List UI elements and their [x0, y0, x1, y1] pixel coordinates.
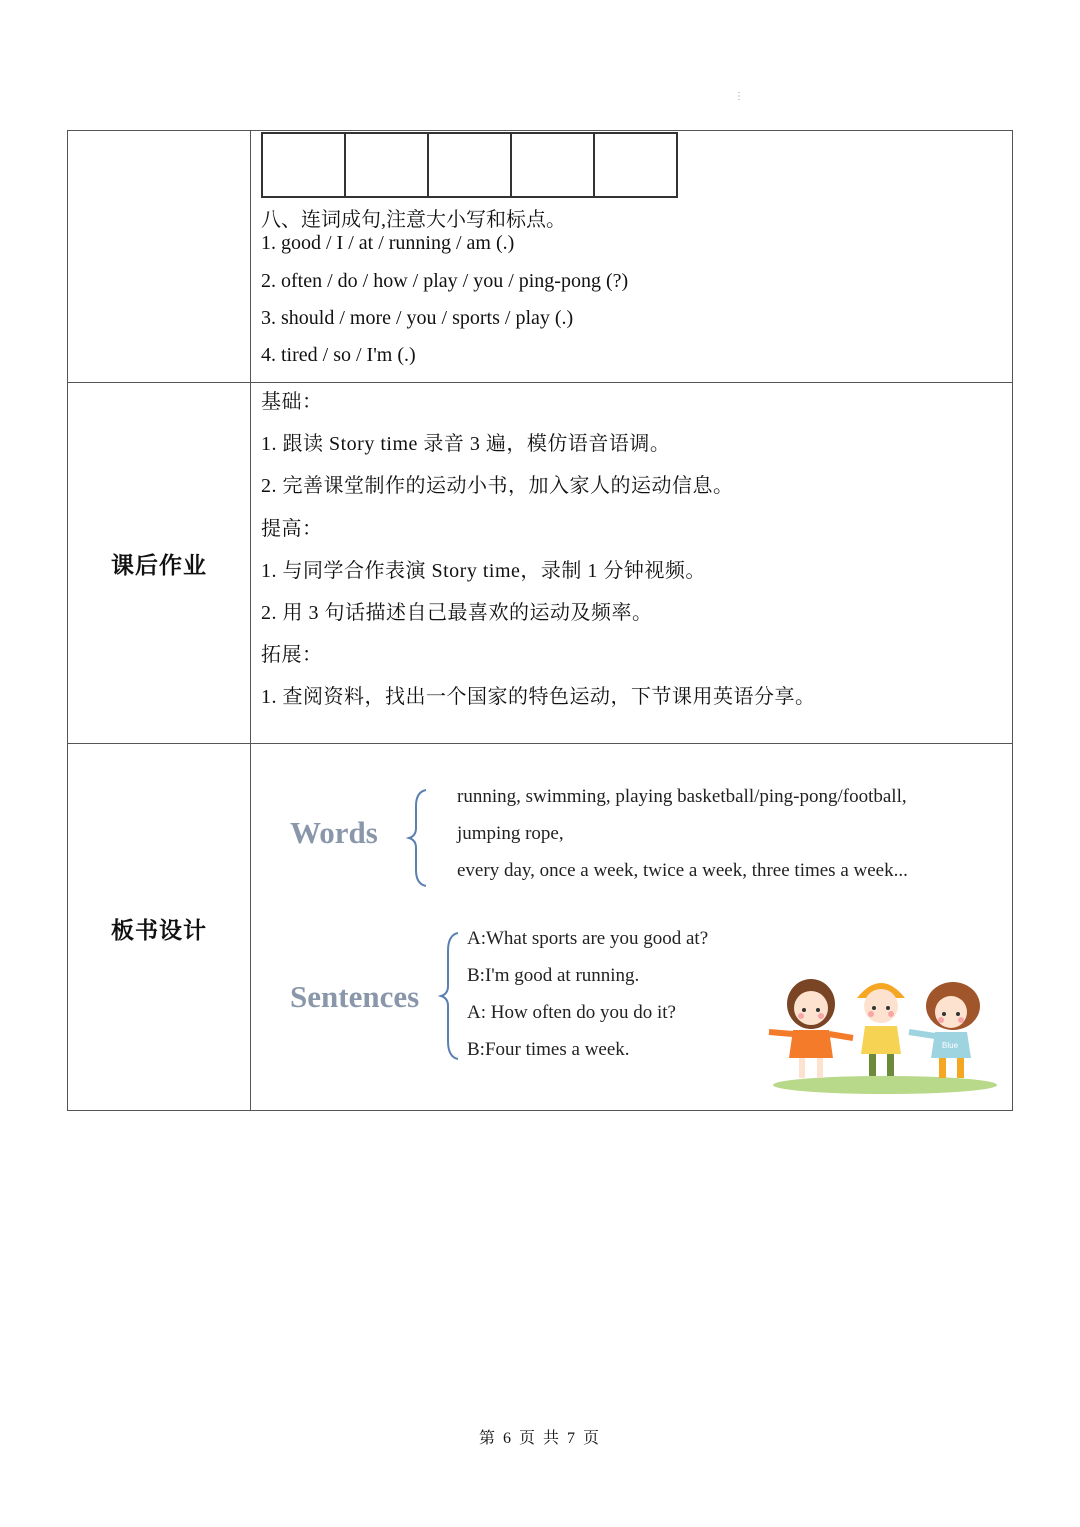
exercise-item: 4. tired / so / I'm (.)	[261, 344, 416, 366]
sentence-line: B:Four times a week.	[467, 1039, 630, 1060]
homework-line: 基础：	[261, 391, 323, 413]
answer-boxes	[261, 132, 676, 198]
homework-line: 2. 完善课堂制作的运动小书，加入家人的运动信息。	[261, 475, 734, 497]
answer-box[interactable]	[261, 132, 346, 198]
words-line: running, swimming, playing basketball/ping-pong/football,	[457, 786, 907, 807]
row-divider	[68, 743, 1012, 744]
child-left	[769, 979, 853, 1078]
page-footer: 第 6 页 共 7 页	[478, 1430, 601, 1447]
answer-box[interactable]	[510, 132, 595, 198]
homework-line: 1. 与同学合作表演 Story time，录制 1 分钟视频。	[261, 560, 706, 582]
words-title: Words	[290, 815, 378, 850]
sentences-title: Sentences	[290, 979, 420, 1014]
exercise-item: 1. good / I / at / running / am (.)	[261, 232, 515, 254]
column-divider	[250, 131, 251, 1110]
sentences-brace	[438, 931, 462, 1061]
board-design-label: 板书设计	[111, 918, 207, 944]
lesson-plan-table	[67, 130, 1013, 1111]
exercise-item: 3. should / more / you / sports / play (.)	[261, 307, 574, 329]
child-right	[909, 982, 980, 1078]
row-divider	[68, 382, 1012, 383]
sentence-line: B:I'm good at running.	[467, 965, 640, 986]
exercise-heading: 八、连词成句,注意大小写和标点。	[261, 209, 566, 231]
homework-line: 2. 用 3 句话描述自己最喜欢的运动及频率。	[261, 602, 653, 624]
child-middle	[857, 983, 905, 1076]
homework-line: 1. 跟读 Story time 录音 3 遍，模仿语音语调。	[261, 433, 671, 455]
exercise-item: 2. often / do / how / play / you / ping-pong (?)	[261, 270, 629, 292]
homework-line: 提高：	[261, 518, 323, 540]
answer-box[interactable]	[427, 132, 512, 198]
words-line: jumping rope,	[457, 823, 564, 844]
answer-box[interactable]	[593, 132, 678, 198]
sentence-line: A: How often do you do it?	[467, 1002, 676, 1023]
words-line: every day, once a week, twice a week, three times a week...	[457, 860, 908, 881]
shirt-text: Blue	[942, 1041, 959, 1050]
sentence-line: A:What sports are you good at?	[467, 928, 709, 949]
children-illustration	[763, 970, 1008, 1095]
homework-label: 课后作业	[111, 553, 207, 579]
homework-line: 拓展：	[261, 644, 323, 666]
answer-box[interactable]	[344, 132, 429, 198]
homework-line: 1. 查阅资料，找出一个国家的特色运动，下节课用英语分享。	[261, 686, 816, 708]
words-brace	[406, 788, 430, 888]
corner-mark: ⋮	[734, 91, 744, 102]
